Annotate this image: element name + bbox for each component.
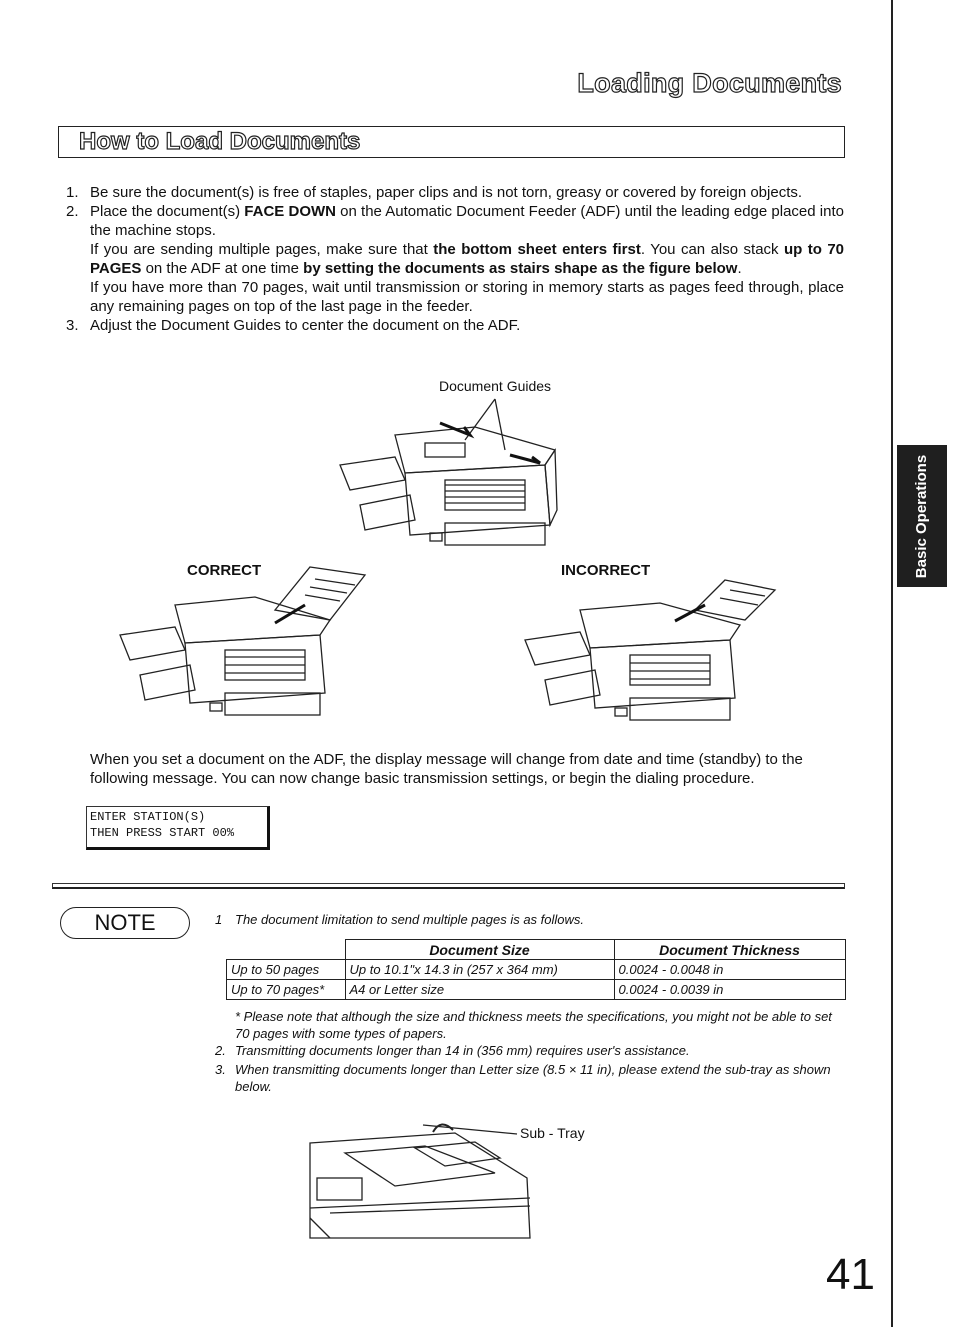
document-limits-table (226, 939, 846, 1000)
table-row: Up to 70 pages* A4 or Letter size 0.0024 - 0.0039 in (227, 980, 846, 1000)
table-header: Document Thickness (614, 940, 845, 960)
note-label: NOTE (94, 910, 156, 935)
fax-machine-incorrect-illustration (520, 575, 780, 735)
note-item-2: 2. Transmitting documents longer than 14 in (356 mm) requires user's assistance. (215, 1043, 690, 1058)
note-footnote: * Please note that although the size and thickness meets the specifications, you might not be able to set 70 pages with some types of papers. (235, 1009, 832, 1041)
sub-tray-illustration (305, 1118, 535, 1243)
note-item-1: 1 The document limitation to send multiple pages is as follows. (215, 912, 585, 927)
step-number: 2. (66, 203, 79, 220)
correct-label: CORRECT (187, 562, 262, 579)
side-tab[interactable] (897, 445, 947, 587)
fax-machine-guides-illustration (335, 395, 565, 560)
note-badge (60, 907, 190, 939)
message-paragraph: When you set a document on the ADF, the display message will change from date and time (standby) to the following message. You can now change basic transmission settings, or begin the dialing procedure. (90, 751, 803, 787)
step-number: 1. (66, 184, 79, 201)
fax-machine-correct-illustration (115, 565, 370, 730)
page-title: Loading Documents (577, 68, 842, 98)
lcd-line-1: ENTER STATION(S) (90, 810, 206, 824)
document-guides-label: Document Guides (439, 378, 552, 394)
lcd-display (86, 806, 270, 850)
step-text: Place the document(s) FACE DOWN on the Automatic Document Feeder (ADF) until the leading edge placed into the machine stops. If you are sending multiple pages, make sure that the bottom sheet enters first. You can also stack up to 70 PAGES on the ADF at one time by setting the documents as stairs shape as the figure below. If you have more than 70 pages, wait until transmission or storing in memory starts as pages feed through, place any remaining pages on top of the last page in the feeder. (90, 203, 845, 315)
section-title: How to Load Documents (79, 128, 361, 155)
step-number: 3. (66, 317, 79, 334)
list-item (66, 183, 844, 202)
list-item (66, 202, 844, 316)
side-tab-label: Basic Operations (913, 454, 931, 578)
table-row: Up to 50 pages Up to 10.1"x 14.3 in (257 x 364 mm) 0.0024 - 0.0048 in (227, 960, 846, 980)
page-number: 41 (826, 1250, 875, 1299)
note-item-3: 3. When transmitting documents longer than Letter size (8.5 × 11 in), please extend the sub-tray as shown below. (215, 1062, 831, 1094)
lcd-line-2: THEN PRESS START 00% (90, 826, 235, 840)
section-divider (52, 883, 845, 889)
list-item (66, 316, 844, 335)
step-text: Adjust the Document Guides to center the document on the ADF. (90, 317, 521, 334)
sub-tray-label: Sub - Tray (520, 1125, 585, 1141)
right-margin-rule (891, 0, 893, 1327)
section-heading-box (58, 126, 845, 158)
table-header: Document Size (345, 940, 614, 960)
steps-list (66, 183, 844, 335)
step-text: Be sure the document(s) is free of staples, paper clips and is not torn, greasy or covered by foreign objects. (90, 184, 803, 201)
incorrect-label: INCORRECT (561, 562, 651, 579)
